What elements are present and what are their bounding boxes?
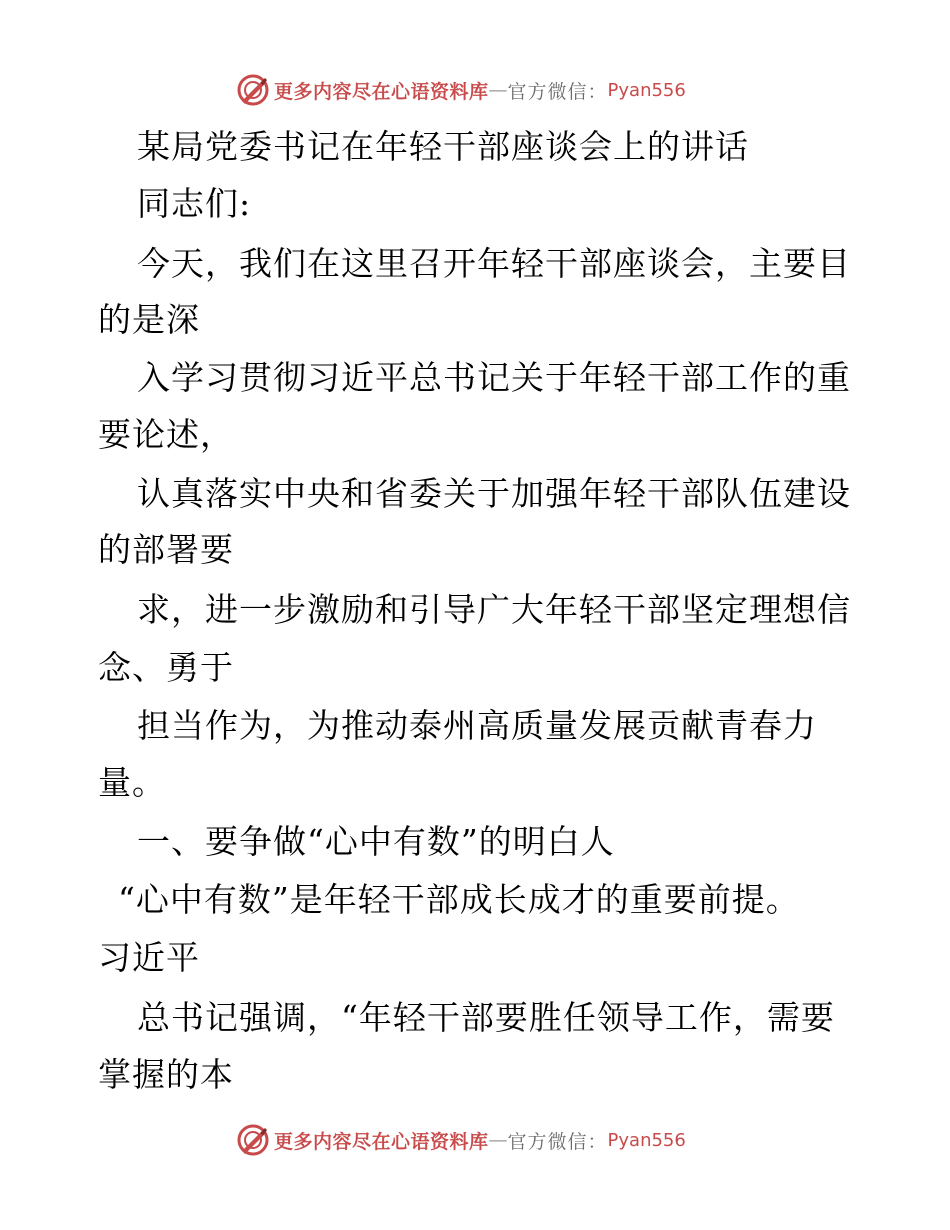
paragraph-line: 的部署要 <box>98 530 234 569</box>
paragraph-line: 入学习贯彻习近平总书记关于年轻干部工作的重 <box>137 358 851 397</box>
paragraph-line: 掌握的本 <box>98 1055 234 1094</box>
brand-logo-icon <box>236 1123 270 1157</box>
document-title: 某局党委书记在年轻干部座谈会上的讲话 <box>137 127 749 166</box>
paragraph-line: 认真落实中央和省委关于加强年轻干部队伍建设 <box>137 474 851 513</box>
watermark-wechat-id: Pyan556 <box>607 79 686 101</box>
section-heading: 一、要争做“心中有数”的明白人 <box>137 822 615 861</box>
paragraph-line: 量。 <box>98 763 166 802</box>
paragraph-line: “心中有数”是年轻干部成长成才的重要前提。 <box>118 880 800 919</box>
paragraph-line: 的是深 <box>98 300 200 339</box>
paragraph-line: 要论述， <box>98 415 234 454</box>
footer-watermark <box>236 1122 756 1158</box>
brand-logo-icon <box>236 73 270 107</box>
salutation: 同志们: <box>137 184 252 223</box>
watermark-wechat-id: Pyan556 <box>607 1129 686 1151</box>
paragraph-line: 求，进一步激励和引导广大年轻干部坚定理想信 <box>137 590 851 629</box>
watermark-dash: — <box>488 1129 508 1151</box>
watermark-site-text: 更多内容尽在心语资料库 <box>274 80 489 103</box>
watermark-site-text: 更多内容尽在心语资料库 <box>274 1130 489 1153</box>
paragraph-line: 习近平 <box>98 938 200 977</box>
paragraph-line: 念、勇于 <box>98 648 234 687</box>
watermark-wechat-label: 官方微信： <box>507 1130 608 1153</box>
watermark-dash: — <box>488 79 508 101</box>
paragraph-line: 担当作为，为推动泰州高质量发展贡献青春力 <box>137 706 817 745</box>
watermark-wechat-label: 官方微信： <box>507 80 608 103</box>
header-watermark <box>236 72 756 108</box>
paragraph-line: 总书记强调，“年轻干部要胜任领导工作，需要 <box>137 998 835 1037</box>
paragraph-line: 今天，我们在这里召开年轻干部座谈会，主要目 <box>137 244 851 283</box>
